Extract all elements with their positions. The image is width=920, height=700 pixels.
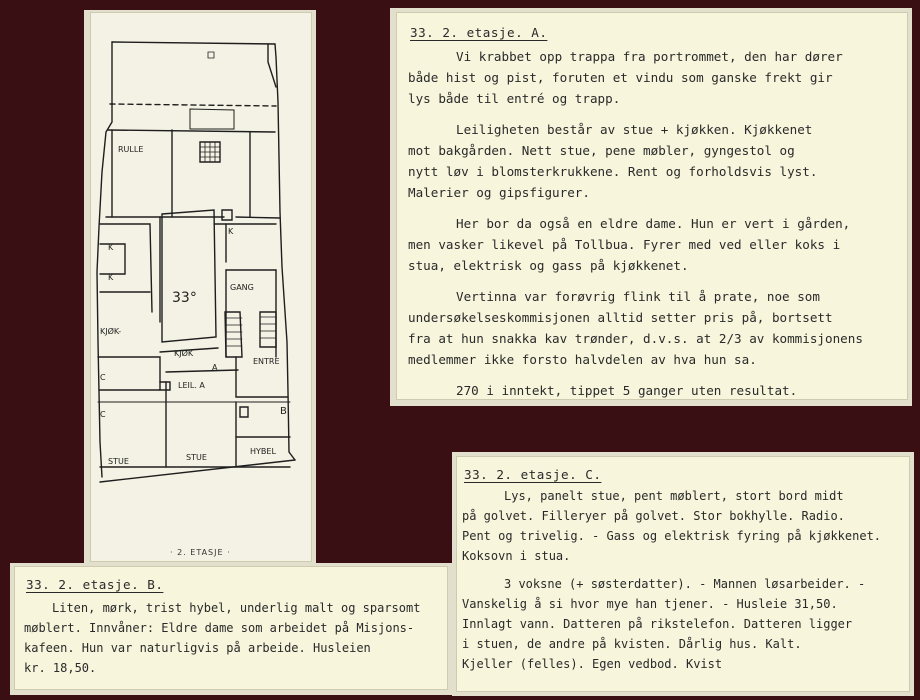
note-b-heading: 33. 2. etasje. B. <box>26 577 164 592</box>
note-a-paragraph-3: Her bor da også en eldre dame. Hun er vert i gården, men vasker likevel på Tollbua. Fyrer med ved eller koks i stua, elektrisk og gass på kjøkkenet. <box>408 216 851 273</box>
floor-plan-caption: · 2. ETASJE · <box>170 548 231 557</box>
note-b-paragraph-1: Liten, mørk, trist hybel, underlig malt og sparsomt møblert. Innvåner: Eldre dame som arbeidet på Misjons- kafeen. Hun var naturligvis på arbeide. Husleien kr. 18,50. <box>24 601 421 675</box>
note-c-heading: 33. 2. etasje. C. <box>464 467 602 482</box>
room-label-k1: K <box>108 243 114 252</box>
room-label-kjok-center: KJØK <box>174 349 194 358</box>
note-a-heading: 33. 2. etasje. A. <box>410 25 548 40</box>
room-label-entre: ENTRE <box>253 357 280 366</box>
note-a-paragraph-4: Vertinna var forøvrig flink til å prate, noe som undersøkelseskommisjonen alltid setter pris på, bortsett fra at hun snakka kav trønder, d.v.s. at 2/3 av kommisjonens medlemmer ikke forsto halvdelen av hva hun sa. <box>408 289 863 367</box>
room-label-stue-1: STUE <box>108 457 129 466</box>
room-label-b: B <box>280 406 287 417</box>
note-a-paragraph-5: 270 i inntekt, tippet 5 ganger uten resultat. <box>456 383 798 398</box>
note-a-paragraph-2: Leiligheten består av stue + kjøkken. Kjøkkenet mot bakgården. Nett stue, pene møbler, gyngestol og nytt løv i blomsterkrukkene. Rent og forholdsvis lyst. Malerier og gipsfigurer. <box>408 122 818 200</box>
room-label-leil-a: LEIL. A <box>178 381 205 390</box>
room-label-kjok-left: KJØK- <box>100 327 122 336</box>
room-label-k2: K <box>108 273 114 282</box>
room-label-k3: K <box>228 227 234 236</box>
room-label-gang: GANG <box>230 283 254 292</box>
room-label-rulle: RULLE <box>118 145 144 154</box>
room-label-c2: C <box>100 410 106 419</box>
room-label-hybel: HYBEL <box>250 447 276 456</box>
floor-plan-card <box>90 12 312 562</box>
room-label-stue-2: STUE <box>186 453 207 462</box>
note-c-paragraph-1: Lys, panelt stue, pent møblert, stort bord midt på golvet. Filleryer på golvet. Stor bokhylle. Radio. Pent og trivelig. - Gass og elektrisk fyring på kjøkkenet. Koksovn i stua. <box>462 489 882 563</box>
room-label-a: A <box>212 363 218 372</box>
note-b-card <box>14 566 448 690</box>
note-c-card <box>456 456 910 692</box>
room-label-c1: C <box>100 373 106 382</box>
note-a-card <box>396 12 908 400</box>
note-c-paragraph-2: 3 voksne (+ søsterdatter). - Mannen løsarbeider. - Vanskelig å si hvor mye han tjener. - Husleie 31,50. Innlagt vann. Datteren på rikstelefon. Datteren ligger i stuen, de andre på kvisten. Dårlig hus. Kalt. Kjeller (felles). Egen vedbod. Kvist <box>462 577 866 671</box>
floor-plan-drawing <box>90 12 312 562</box>
room-label-33: 33° <box>172 290 197 306</box>
note-a-paragraph-1: Vi krabbet opp trappa fra portrommet, den har dører både hist og pist, foruten et vindu som ganske frekt gir lys både til entré og trapp. <box>408 49 843 106</box>
